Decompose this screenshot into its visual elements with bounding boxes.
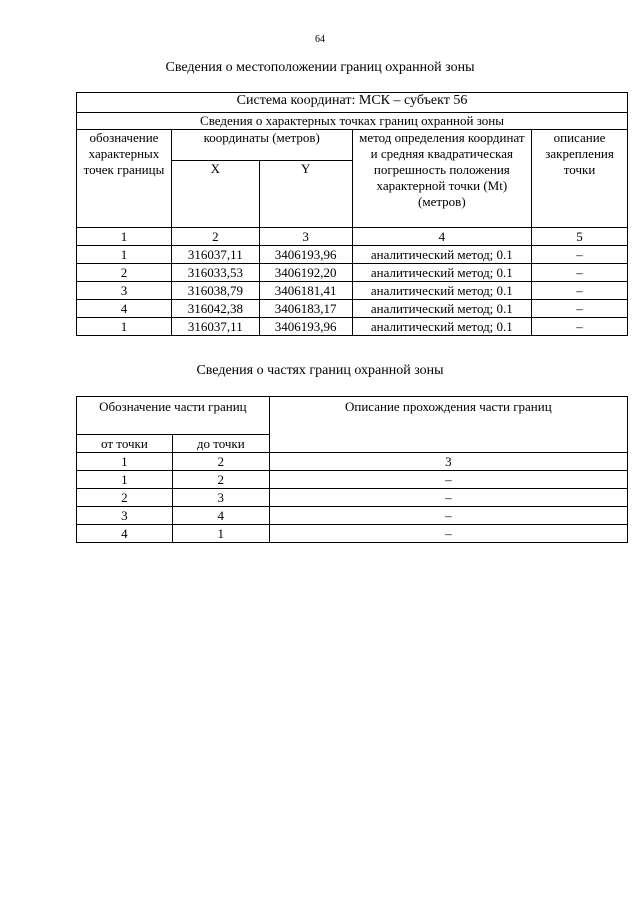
point-cell: 3 <box>77 282 172 300</box>
part-description-cell: – <box>269 489 627 507</box>
section-title-parts: Сведения о частях границ охранной зоны <box>196 363 444 378</box>
part-description-cell: – <box>269 471 627 489</box>
description-cell: – <box>532 282 628 300</box>
boundary-parts-table <box>76 396 628 543</box>
coordinates-header: координаты (метров) <box>171 130 352 161</box>
point-designation-header: обозначение характерных точек границы <box>77 130 172 228</box>
column-number: 2 <box>172 453 269 471</box>
column-numbering-row <box>77 453 628 471</box>
table-row <box>77 282 628 300</box>
description-cell: – <box>532 246 628 264</box>
table-header-row <box>77 397 628 435</box>
x-cell: 316033,53 <box>171 264 259 282</box>
method-cell: аналитический метод; 0.1 <box>352 300 532 318</box>
y-header: Y <box>259 161 352 228</box>
y-cell: 3406183,17 <box>259 300 352 318</box>
x-header: X <box>171 161 259 228</box>
y-cell: 3406192,20 <box>259 264 352 282</box>
column-number: 3 <box>269 453 627 471</box>
column-number: 1 <box>77 228 172 246</box>
y-cell: 3406181,41 <box>259 282 352 300</box>
part-description-cell: – <box>269 507 627 525</box>
table-header-row <box>77 130 628 161</box>
to-cell: 2 <box>172 471 269 489</box>
column-number: 5 <box>532 228 628 246</box>
column-number: 1 <box>77 453 173 471</box>
coordinates-table <box>76 92 628 336</box>
from-cell: 4 <box>77 525 173 543</box>
to-cell: 4 <box>172 507 269 525</box>
x-cell: 316042,38 <box>171 300 259 318</box>
y-cell: 3406193,96 <box>259 318 352 336</box>
description-cell: – <box>532 264 628 282</box>
x-cell: 316038,79 <box>171 282 259 300</box>
table-row <box>77 471 628 489</box>
part-designation-header: Обозначение части границ <box>77 397 270 435</box>
x-cell: 316037,11 <box>171 318 259 336</box>
table-row <box>77 264 628 282</box>
to-cell: 3 <box>172 489 269 507</box>
description-cell: – <box>532 300 628 318</box>
characteristic-points-header: Сведения о характерных точках границ охранной зоны <box>77 113 628 130</box>
part-description-header: Описание прохождения части границ <box>269 397 627 453</box>
from-cell: 3 <box>77 507 173 525</box>
to-cell: 1 <box>172 525 269 543</box>
table-header-row <box>77 93 628 113</box>
point-cell: 4 <box>77 300 172 318</box>
description-cell: – <box>532 318 628 336</box>
column-numbering-row <box>77 228 628 246</box>
method-header: метод определения координат и средняя квадратическая погрешность положения характерной точки (Mt) (метров) <box>352 130 532 228</box>
column-number: 2 <box>171 228 259 246</box>
table-header-row <box>77 113 628 130</box>
table-row <box>77 489 628 507</box>
page-number: 64 <box>315 34 325 45</box>
coordinate-system-header: Система координат: МСК – субъект 56 <box>77 93 628 113</box>
section-title-boundaries: Сведения о местоположении границ охранной зоны <box>165 60 475 75</box>
description-header: описание закрепления точки <box>532 130 628 228</box>
x-cell: 316037,11 <box>171 246 259 264</box>
method-cell: аналитический метод; 0.1 <box>352 282 532 300</box>
column-number: 4 <box>352 228 532 246</box>
table-row <box>77 246 628 264</box>
from-cell: 2 <box>77 489 173 507</box>
table-row <box>77 300 628 318</box>
to-point-header: до точки <box>172 435 269 453</box>
method-cell: аналитический метод; 0.1 <box>352 318 532 336</box>
from-point-header: от точки <box>77 435 173 453</box>
from-cell: 1 <box>77 471 173 489</box>
table-row <box>77 525 628 543</box>
table-row <box>77 507 628 525</box>
method-cell: аналитический метод; 0.1 <box>352 264 532 282</box>
point-cell: 1 <box>77 318 172 336</box>
column-number: 3 <box>259 228 352 246</box>
part-description-cell: – <box>269 525 627 543</box>
table-row <box>77 318 628 336</box>
y-cell: 3406193,96 <box>259 246 352 264</box>
point-cell: 2 <box>77 264 172 282</box>
point-cell: 1 <box>77 246 172 264</box>
method-cell: аналитический метод; 0.1 <box>352 246 532 264</box>
